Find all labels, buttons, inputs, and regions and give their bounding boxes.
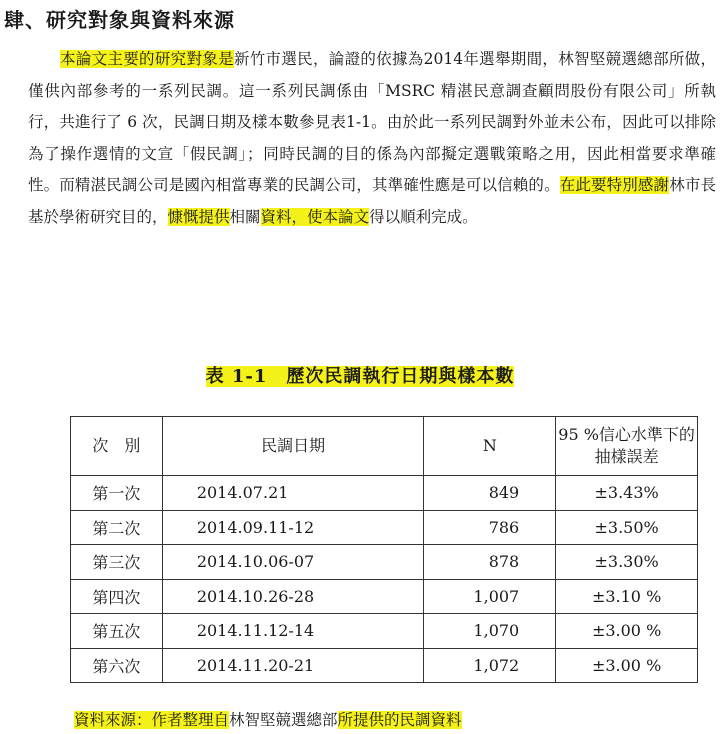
source-text: 林智堅競選總部 [229,711,338,729]
cell-round: 第二次 [71,510,163,545]
cell-n: 1,070 [424,614,556,649]
table-row [71,579,698,614]
paragraph-text-1: 新竹市選民，論證的依據為2014年選舉期間，林智堅競選總部所做，僅供內部參考的一系列民調。這一系列民調係由「MSRC 精湛民意調查顧問股份有限公司」所執行，共進行了 6 次，民調日期及樣本數參見表1-1。由於此一系列民調對外並未公布，因此可以排除為了操作選情的文宣「假民調」；同時民調的目的係為內部擬定選戰策略之用，因此相當要求準確性。而精湛民調公司是國內相當專業的民調公司，其準確性應是可以信賴的。 [28,50,716,194]
cell-round: 第一次 [71,476,163,511]
table-header-row [71,417,698,476]
cell-error: ±3.10 % [556,579,698,614]
paragraph-text-3: 相關 [229,207,261,226]
paragraph-text-4: 得以順利完成。 [369,207,478,226]
cell-round: 第六次 [71,648,163,683]
paragraph-text-2: 林市長基於學術研究目的， [28,176,716,226]
header-n: N [424,417,556,476]
cell-date: 2014.11.12-14 [162,614,424,649]
cell-n: 849 [424,476,556,511]
cell-date: 2014.07.21 [162,476,424,511]
table-row [71,648,698,683]
highlight-generously: 慷慨提供 [167,207,230,226]
table-row [71,476,698,511]
header-round: 次 別 [71,417,163,476]
table-title [0,362,720,388]
source-highlight-2: 所提供的民調資料 [337,711,462,729]
cell-error: ±3.30% [556,545,698,580]
cell-error: ±3.50% [556,510,698,545]
highlight-research-subject: 本論文主要的研究對象是 [60,50,234,68]
cell-n: 1,072 [424,648,556,683]
cell-error: ±3.00 % [556,648,698,683]
header-date: 民調日期 [162,417,424,476]
cell-error: ±3.00 % [556,614,698,649]
poll-table [70,416,698,683]
cell-date: 2014.10.26-28 [162,579,424,614]
cell-error: ±3.43% [556,476,698,511]
highlight-thanks: 在此要特別感謝 [559,176,670,194]
cell-round: 第三次 [71,545,163,580]
body-paragraph [28,44,716,233]
table-row [71,510,698,545]
highlight-data: 資料，使本論文 [260,207,370,226]
header-error: 95 %信心水準下的抽樣誤差 [556,417,698,476]
cell-round: 第五次 [71,614,163,649]
table-row [71,545,698,580]
section-title: 肆、研究對象與資料來源 [4,8,235,32]
cell-date: 2014.10.06-07 [162,545,424,580]
table-title-highlight: 表 1-1 歷次民調執行日期與樣本數 [205,366,515,387]
cell-n: 1,007 [424,579,556,614]
cell-n: 786 [424,510,556,545]
cell-date: 2014.11.20-21 [162,648,424,683]
source-highlight-1: 資料來源：作者整理自 [74,711,230,729]
table-row [71,614,698,649]
table-source-note [74,708,462,730]
cell-n: 878 [424,545,556,580]
cell-round: 第四次 [71,579,163,614]
cell-date: 2014.09.11-12 [162,510,424,545]
